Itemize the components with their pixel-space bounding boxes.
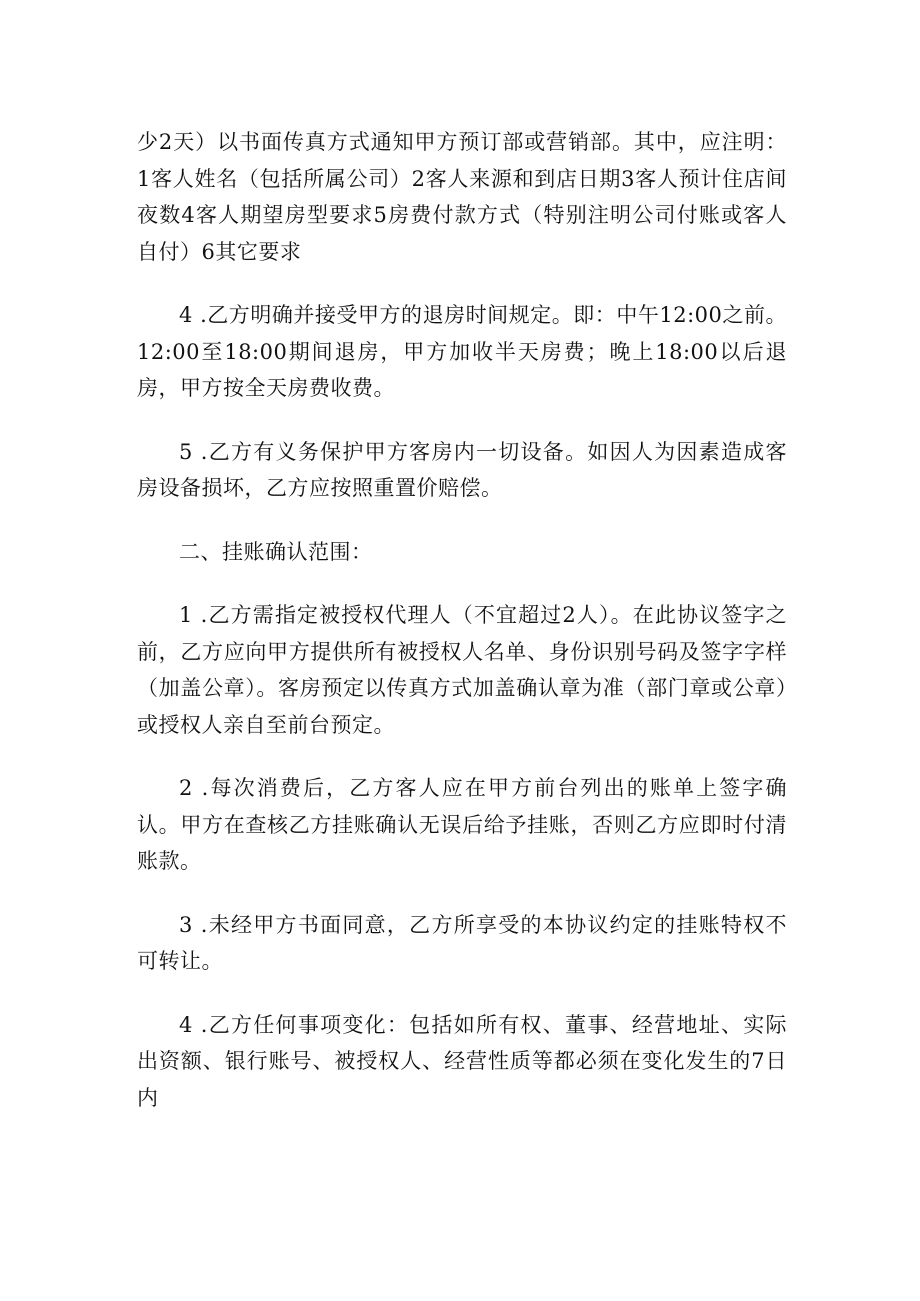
paragraph-change-notice: 4 .乙方任何事项变化：包括如所有权、董事、经营地址、实际出资额、银行账号、被授权人、经营性质等都必须在变化发生的7日内 — [137, 1012, 787, 1110]
paragraph-checkout-rules: 4 .乙方明确并接受甲方的退房时间规定。即：中午12:00之前。12:00至18:00期间退房，甲方加收半天房费；晚上18:00以后退房，甲方按全天房费收费。 — [137, 303, 787, 400]
paragraph-equipment-protection: 5 .乙方有义务保护甲方客房内一切设备。如因人为因素造成客房设备损坏，乙方应按照重置价赔偿。 — [137, 439, 787, 500]
document-body — [137, 124, 787, 1143]
paragraph-non-transferable: 3 .未经甲方书面同意，乙方所享受的本协议约定的挂账特权不可转让。 — [137, 912, 787, 973]
paragraph-booking-notice: 少2天）以书面传真方式通知甲方预订部或营销部。其中，应注明：1客人姓名（包括所属公司）2客人来源和到店日期3客人预计住店间夜数4客人期望房型要求5房费付款方式（特别注明公司付账或客人自付）6其它要求 — [137, 130, 787, 264]
paragraph-authorized-agents: 1 .乙方需指定被授权代理人（不宜超过2人）。在此协议签字之前，乙方应向甲方提供所有被授权人名单、身份识别号码及签字字样（加盖公章）。客房预定以传真方式加盖确认章为准（部门章或公章）或授权人亲自至前台预定。 — [137, 603, 787, 737]
paragraph-bill-signing: 2 .每次消费后，乙方客人应在甲方前台列出的账单上签字确认。甲方在查核乙方挂账确认无误后给予挂账，否则乙方应即时付清账款。 — [137, 776, 787, 873]
section-heading-account-scope: 二、挂账确认范围： — [179, 539, 373, 564]
